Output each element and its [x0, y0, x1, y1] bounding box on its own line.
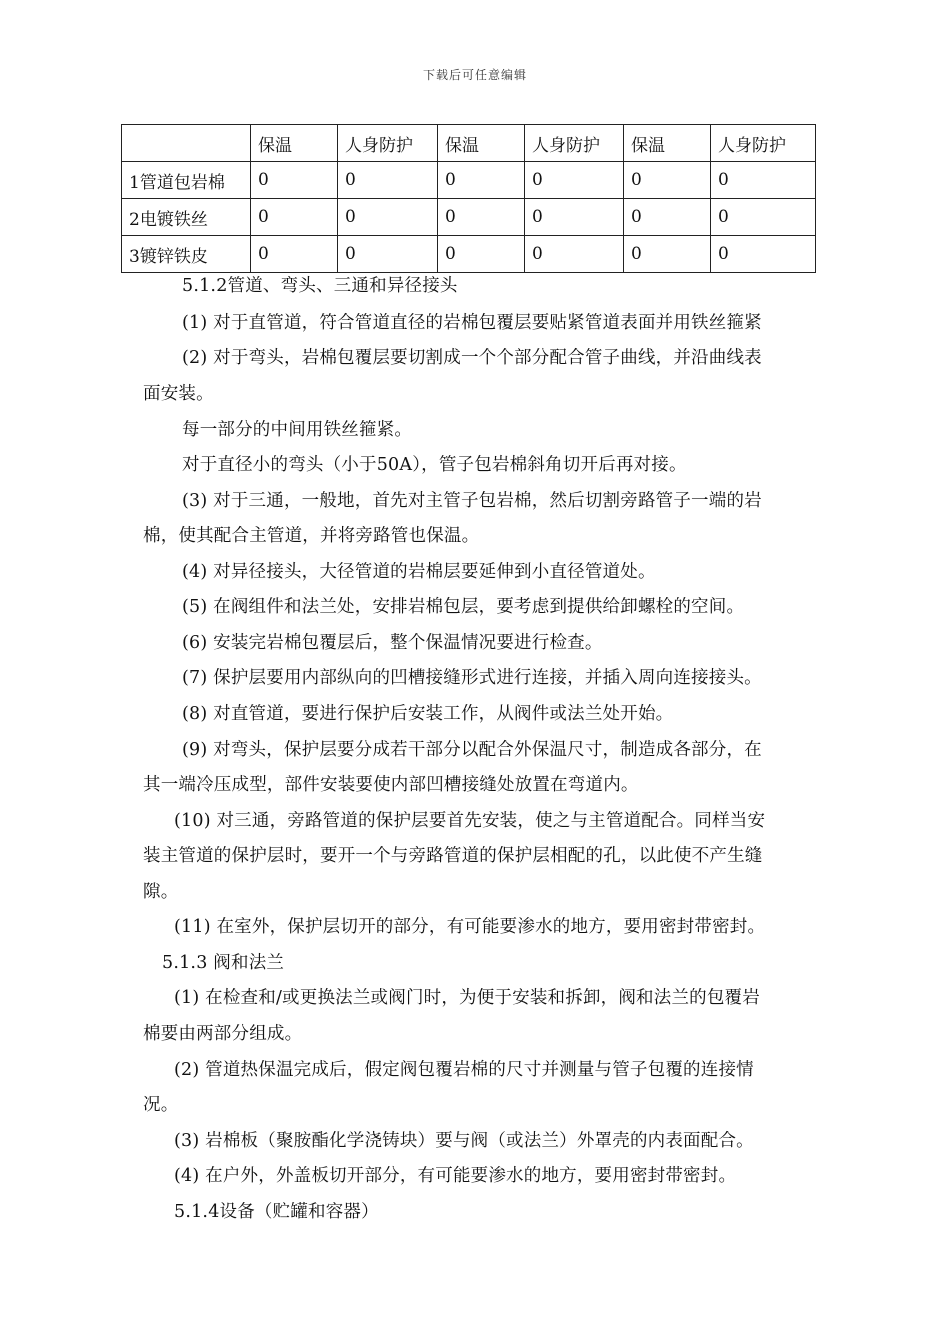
paragraph-line: (4) 在户外，外盖板切开部分，有可能要渗水的地方，要用密封带密封。: [174, 1166, 737, 1186]
paragraph-line: 棉，使其配合主管道，并将旁路管也保温。: [143, 526, 480, 546]
table-row: [122, 162, 816, 199]
paragraph-line: (4) 对异径接头，大径管道的岩棉层要延伸到小直径管道处。: [182, 562, 656, 582]
paragraph-line: (8) 对直管道，要进行保护后安装工作，从阀件或法兰处开始。: [182, 704, 674, 724]
table-cell: 0: [338, 162, 438, 199]
paragraph-line: 对于直径小的弯头（小于50A），管子包岩棉斜角切开后再对接。: [182, 455, 687, 475]
paragraph-line: (1) 在检查和/或更换法兰或阀门时，为便于安装和拆卸，阀和法兰的包覆岩: [174, 988, 760, 1008]
table-cell: 0: [338, 199, 438, 236]
paragraph-line: (11) 在室外，保护层切开的部分，有可能要渗水的地方，要用密封带密封。: [174, 917, 766, 937]
table-cell: 0: [251, 162, 338, 199]
table-row: [122, 236, 816, 273]
table-header-cell: 保温: [438, 125, 525, 162]
table-cell: 2电镀铁丝: [122, 199, 251, 236]
table-header-row: [122, 125, 816, 162]
paragraph-line: 棉要由两部分组成。: [143, 1024, 303, 1044]
paragraph-line: (2) 管道热保温完成后，假定阀包覆岩棉的尺寸并测量与管子包覆的连接情: [174, 1060, 754, 1080]
table-cell: 3镀锌铁皮: [122, 236, 251, 273]
table-cell: 0: [438, 199, 525, 236]
table-header-cell: 人身防护: [711, 125, 816, 162]
table-header-cell: [122, 125, 251, 162]
paragraph-line: (6) 安装完岩棉包覆层后，整个保温情况要进行检查。: [182, 633, 603, 653]
section-heading: 5.1.2管道、弯头、三通和异径接头: [182, 276, 458, 296]
table-cell: 0: [338, 236, 438, 273]
paragraph-line: (3) 对于三通，一般地，首先对主管子包岩棉，然后切割旁路管子一端的岩: [182, 491, 762, 511]
paragraph-line: 面安装。: [143, 384, 214, 404]
table-header-cell: 人身防护: [525, 125, 624, 162]
table-cell: 0: [438, 162, 525, 199]
table-cell: 1管道包岩棉: [122, 162, 251, 199]
table-cell: 0: [525, 236, 624, 273]
paragraph-line: (10) 对三通，旁路管道的保护层要首先安装，使之与主管道配合。同样当安: [174, 811, 766, 831]
table-cell: 0: [438, 236, 525, 273]
table-cell: 0: [624, 199, 711, 236]
table-cell: 0: [711, 162, 816, 199]
table-cell: 0: [251, 199, 338, 236]
paragraph-line: (1) 对于直管道，符合管道直径的岩棉包覆层要贴紧管道表面并用铁丝箍紧: [182, 313, 762, 333]
table-cell: 0: [711, 236, 816, 273]
section-heading: 5.1.3 阀和法兰: [162, 953, 285, 973]
paragraph-line: (9) 对弯头，保护层要分成若干部分以配合外保温尺寸，制造成各部分，在: [182, 740, 762, 760]
page-header: 下载后可任意编辑: [422, 68, 527, 82]
table-header-cell: 保温: [251, 125, 338, 162]
table-header-cell: 人身防护: [338, 125, 438, 162]
table-cell: 0: [525, 162, 624, 199]
paragraph-line: 每一部分的中间用铁丝箍紧。: [182, 420, 413, 440]
paragraph-line: (2) 对于弯头，岩棉包覆层要切割成一个个部分配合管子曲线，并沿曲线表: [182, 348, 762, 368]
table-cell: 0: [251, 236, 338, 273]
paragraph-line: (7) 保护层要用内部纵向的凹槽接缝形式进行连接，并插入周向连接接头。: [182, 668, 762, 688]
paragraph-line: 其一端冷压成型，部件安装要使内部凹槽接缝处放置在弯道内。: [143, 775, 639, 795]
paragraph-line: (3) 岩棉板（聚胺酯化学浇铸块）要与阀（或法兰）外罩壳的内表面配合。: [174, 1131, 754, 1151]
table-header-cell: 保温: [624, 125, 711, 162]
table-cell: 0: [624, 236, 711, 273]
paragraph-line: 况。: [143, 1095, 179, 1115]
table-cell: 0: [624, 162, 711, 199]
paragraph-line: 隙。: [143, 882, 179, 902]
insulation-table: [121, 124, 816, 273]
paragraph-line: (5) 在阀组件和法兰处，安排岩棉包层，要考虑到提供给卸螺栓的空间。: [182, 597, 745, 617]
table-row: [122, 199, 816, 236]
section-heading: 5.1.4设备（贮罐和容器）: [174, 1202, 379, 1222]
paragraph-line: 装主管道的保护层时，要开一个与旁路管道的保护层相配的孔，以此使不产生缝: [143, 846, 763, 866]
table-cell: 0: [711, 199, 816, 236]
table-cell: 0: [525, 199, 624, 236]
